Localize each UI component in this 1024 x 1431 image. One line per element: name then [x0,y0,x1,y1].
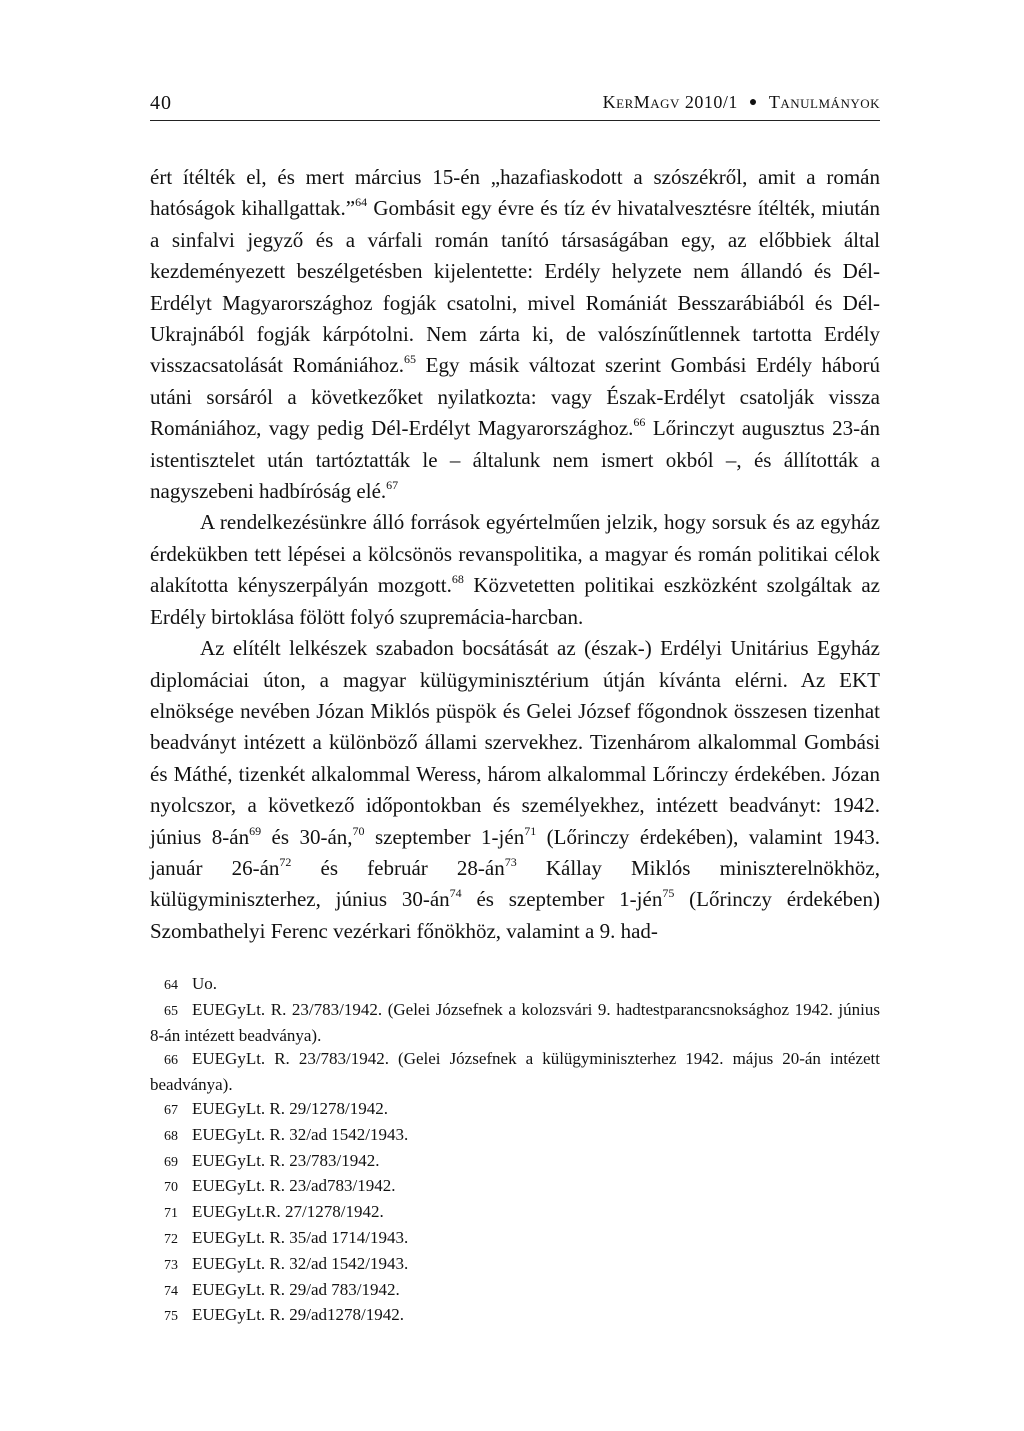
footnote-ref: 73 [504,854,517,869]
footnote-ref: 68 [451,572,464,587]
main-text [150,162,880,947]
footnote-ref: 66 [633,415,646,430]
footnote [150,1303,880,1329]
text-run: Lőrinczyt augusztus 23-án istentisztelet után tartóztatták le – általunk nem ismert okból –, és állították a nagyszebeni hadbíróság elé. [150,416,880,504]
footnote-text: EUEGyLt. R. 23/783/1942. (Gelei Józsefnek a kolozsvári 9. hadtestparancsnoksághoz 1942. június 8-án intézett beadványa). [150,999,880,1045]
footnote-number: 68 [164,1128,178,1144]
footnote-text: EUEGyLt. R. 29/ad1278/1942. [192,1305,405,1325]
footnote-number: 71 [164,1206,178,1222]
footnote-number: 65 [164,1003,178,1019]
footnote-text: EUEGyLt. R. 32/ad 1542/1943. [192,1124,409,1144]
footnote-ref: 70 [352,823,365,838]
footnote [150,998,880,1048]
page-number: 40 [150,92,172,114]
footnote-ref: 69 [249,823,262,838]
footnote-number: 75 [164,1309,178,1325]
footnote-ref: 72 [279,854,292,869]
running-head [603,92,880,113]
paragraph [150,507,880,633]
section-title: Tanulmányok [768,92,880,112]
footnote-ref: 75 [662,886,675,901]
text-run: és szeptember 1-jén [461,887,663,912]
footnote-text: EUEGyLt. R. 35/ad 1714/1943. [192,1227,409,1247]
footnote-number: 67 [164,1102,178,1118]
footnote-number: 70 [164,1180,178,1196]
paragraph [150,633,880,947]
footnote-text: EUEGyLt. R. 23/783/1942. (Gelei Józsefnek a külügyminiszterhez 1942. május 20-án intézett beadványa). [150,1049,880,1095]
footnote-ref: 67 [386,478,399,493]
text-run: Egy másik változat szerint Gombási Erdély háború utáni sorsáról a következőket nyilatkozta: vagy Észak-Erdélyt csatolják vissza Romániához, vagy pedig Dél-Erdélyt Magyarországhoz. [150,353,880,441]
footnote-number: 73 [164,1257,178,1273]
text-run: Gombásit egy évre és tíz év hivatalvesztésre ítélték, miután a sinfalvi jegyző és a várfali román tanító társaságában egy, az előbbiek által kezdeményezett beszélgetésben kijelentette: Erdély helyzete nem állandó és Dél-Erdélyt Magyarországhoz fogják csatolni, mivel Romániát Besszarábiából és Dél-Ukrajnából fogják kárpótolni. Nem zárta ki, de valószínűtlennek tartotta Erdély visszacsatolását Romániához. [150,196,881,378]
text-run: A rendelkezésünkre álló források egyértelműen jelzik, hogy sorsuk és az egyház érdekükben tett lépései a kölcsönös revanspolitika, a magyar és román politikai célok alakította kényszerpályán mozgott. [150,510,880,598]
footnote-text: Uo. [192,974,218,993]
page-header [150,84,880,121]
footnote-ref: 74 [449,886,462,901]
footnote [150,1200,880,1226]
footnote-text: EUEGyLt. R. 32/ad 1542/1943. [192,1253,409,1273]
text-run: és február 28-án [291,855,505,880]
footnote [150,1252,880,1278]
journal-title: KerMagv 2010/1 [602,92,738,112]
footnote [150,1097,880,1123]
footnote [150,1278,880,1304]
text-run: Közvetetten politikai eszközként szolgáltak az Erdély birtoklása fölött folyó szupremácia-harcban. [150,573,880,629]
footnote [150,1047,880,1097]
footnote-text: EUEGyLt.R. 27/1278/1942. [192,1202,384,1222]
text-run: és 30-án, [261,824,353,849]
footnote-ref: 65 [403,352,416,367]
text-run: Az elítélt lelkészek szabadon bocsátását az (észak-) Erdélyi Unitárius Egyház diplomáciai úton, a magyar külügyminisztérium útján kívánta elérni. Az EKT elnöksége nevében Józan Miklós püspök és Gelei József főgondnok összesen tizenhat beadványt intézett a különböző állami szervekhez. Tizenhárom alkalommal Gombási és Máthé, tizenkét alkalommal Weress, három alkalommal Lőrinczy érdekében. Józan nyolcszor, a következő időpontokban és személyekhez, intézett beadványt: 1942. június 8-án [150,636,880,849]
footnote-number: 66 [164,1053,178,1069]
text-run: (Lőrinczy érdekében) Szombathelyi Ferenc vezérkari főnökhöz, valamint a 9. had- [150,887,880,943]
footnote-text: EUEGyLt. R. 29/1278/1942. [192,1098,388,1118]
footnote [150,1226,880,1252]
text-run: Kállay Miklós miniszterelnökhöz, külügyminiszterhez, június 30-án [150,855,880,912]
footnote-ref: 71 [524,823,537,838]
footnote-ref: 64 [355,195,368,210]
footnote [150,1149,880,1175]
text-run: szeptember 1-jén [364,824,525,849]
footnote [150,1174,880,1200]
text-run: ért ítélték el, és mert március 15-én „hazafiaskodott a szószékről, amit a román hatóságok kihallgattak.” [150,165,880,221]
paragraph [150,162,880,507]
footnote-text: EUEGyLt. R. 23/783/1942. [192,1150,380,1170]
footnote [150,972,880,998]
bullet-separator: ● [748,95,758,110]
footnote-number: 72 [164,1231,178,1247]
footnote-number: 64 [164,978,178,993]
footnote-number: 69 [164,1154,178,1170]
footnote [150,1123,880,1149]
footnotes [150,972,880,1329]
footnote-text: EUEGyLt. R. 29/ad 783/1942. [192,1279,400,1299]
text-run: (Lőrinczy érdekében), valamint 1943. január 26-án [150,824,880,880]
footnote-number: 74 [164,1283,178,1299]
footnote-text: EUEGyLt. R. 23/ad783/1942. [192,1176,396,1196]
